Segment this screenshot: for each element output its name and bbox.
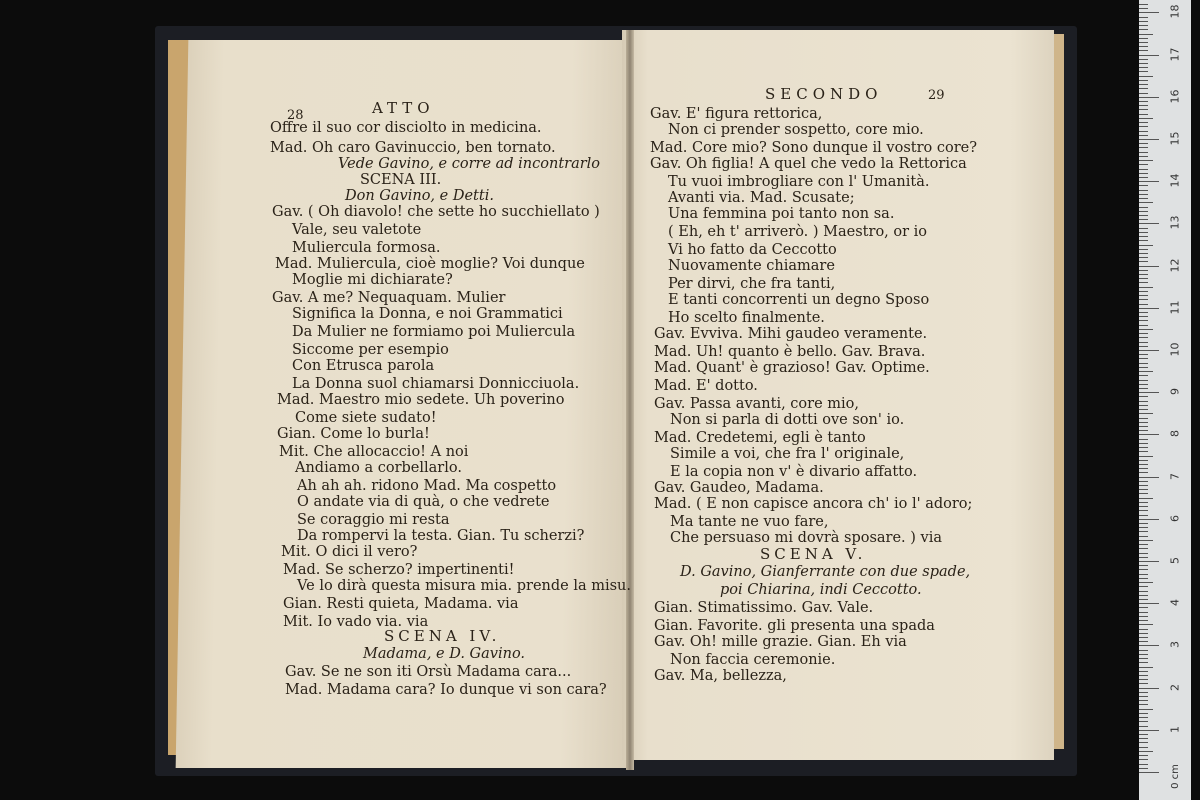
ruler-tick [1139, 8, 1148, 9]
ruler-tick [1139, 650, 1148, 651]
ruler-tick [1139, 464, 1148, 465]
ruler-tick [1139, 616, 1148, 617]
ruler-number: 12 [1168, 258, 1182, 273]
ruler-tick [1139, 88, 1148, 89]
left-page-line: Moglie mi dichiarate? [292, 272, 453, 288]
left-page-line: Andiamo a corbellarlo. [295, 460, 462, 476]
ruler-tick [1139, 190, 1148, 191]
ruler-number: 8 [1168, 430, 1182, 438]
ruler-tick [1139, 515, 1148, 516]
ruler-tick [1139, 164, 1148, 165]
ruler-tick [1139, 578, 1148, 579]
ruler-tick [1139, 641, 1148, 642]
ruler-tick [1139, 557, 1148, 558]
left-page-line: Ah ah ah. ridono Mad. Ma cospetto [297, 478, 557, 494]
ruler-tick [1139, 747, 1148, 748]
right-page-scene-heading: SCENA V. [760, 545, 867, 563]
ruler-tick [1139, 536, 1148, 537]
ruler-tick [1139, 350, 1159, 351]
ruler-tick [1139, 620, 1148, 621]
left-page-line: Mit. Io vado via. via [283, 614, 429, 630]
right-page-line: Gav. Oh! mille grazie. Gian. Eh via [654, 634, 907, 650]
ruler-number: 15 [1168, 131, 1182, 146]
left-page-line: Gav. A me? Nequaquam. Mulier [272, 290, 506, 306]
ruler-tick [1139, 527, 1148, 528]
ruler-tick [1139, 316, 1148, 317]
ruler-tick [1139, 304, 1148, 305]
ruler-tick [1139, 55, 1159, 56]
left-page-line: Vede Gavino, e corre ad incontrarlo [338, 156, 601, 172]
ruler-tick [1139, 426, 1148, 427]
ruler-tick [1139, 109, 1148, 110]
ruler-tick [1139, 257, 1148, 258]
ruler-tick [1139, 599, 1148, 600]
left-page-line: Mit. O dici il vero? [281, 544, 418, 560]
ruler-tick [1139, 413, 1153, 414]
ruler-number: 1 [1168, 725, 1182, 733]
ruler-tick [1139, 700, 1148, 701]
ruler-tick [1139, 177, 1148, 178]
ruler-tick [1139, 456, 1153, 457]
right-page-line: Ho scelto finalmente. [668, 310, 825, 326]
ruler-tick [1139, 586, 1148, 587]
ruler-tick [1139, 468, 1148, 469]
ruler-tick [1139, 422, 1148, 423]
ruler-tick [1139, 637, 1148, 638]
right-page-line: Ma tante ne vuo fare, [670, 514, 829, 530]
left-page-line: Madama, e D. Gavino. [363, 646, 526, 662]
ruler-tick [1139, 519, 1159, 520]
ruler-tick [1139, 173, 1148, 174]
ruler-tick [1139, 764, 1148, 765]
ruler-tick [1139, 645, 1159, 646]
ruler-tick [1139, 147, 1148, 148]
ruler-tick [1139, 561, 1159, 562]
ruler-number: 5 [1168, 557, 1182, 564]
left-page-line: Gav. Se ne son iti Orsù Madama cara... [285, 664, 572, 680]
ruler-tick [1139, 80, 1148, 81]
right-page-line: Gav. E' figura rettorica, [650, 106, 823, 122]
ruler-tick [1139, 333, 1148, 334]
ruler-tick [1139, 25, 1148, 26]
ruler-tick [1139, 202, 1153, 203]
ruler-tick [1139, 38, 1148, 39]
left-page-number: 28 [287, 108, 304, 123]
left-page-line: Mit. Che allocaccio! A noi [279, 444, 469, 460]
right-page-line: Gian. Stimatissimo. Gav. Vale. [654, 600, 874, 616]
left-page-line: Gav. ( Oh diavolo! che sette ho succhiellato ) [272, 204, 600, 220]
ruler-tick [1139, 392, 1159, 393]
left-page-line: Siccome per esempio [292, 342, 449, 358]
ruler-tick [1139, 122, 1148, 123]
ruler-tick [1139, 320, 1148, 321]
ruler-tick [1139, 502, 1148, 503]
ruler-tick [1139, 76, 1153, 77]
ruler-tick [1139, 755, 1148, 756]
ruler-tick [1139, 50, 1148, 51]
ruler-tick [1139, 553, 1148, 554]
right-page-line: ( Eh, eh t' arriverò. ) Maestro, or io [668, 224, 928, 240]
ruler-tick [1139, 485, 1148, 486]
ruler-tick [1139, 12, 1159, 13]
ruler-tick [1139, 363, 1148, 364]
right-page-line: Mad. Core mio? Sono dunque il vostro core? [650, 140, 978, 156]
ruler-tick [1139, 236, 1148, 237]
ruler-tick [1139, 396, 1148, 397]
ruler-tick [1139, 717, 1148, 718]
ruler-tick [1139, 565, 1148, 566]
right-page-line: Gian. Favorite. gli presenta una spada [654, 618, 935, 634]
ruler-tick [1139, 29, 1148, 30]
ruler-tick [1139, 742, 1148, 743]
ruler-tick [1139, 118, 1153, 119]
ruler-tick [1139, 371, 1153, 372]
right-page-line: D. Gavino, Gianferrante con due spade, [680, 564, 971, 580]
ruler-tick [1139, 185, 1148, 186]
ruler-tick [1139, 308, 1159, 309]
ruler-tick [1139, 270, 1148, 271]
ruler-tick [1139, 506, 1148, 507]
right-page-line: Mad. Uh! quanto è bello. Gav. Brava. [654, 344, 926, 360]
ruler-tick [1139, 667, 1153, 668]
ruler-number: 7 [1168, 472, 1182, 480]
ruler-number: 3 [1168, 641, 1182, 649]
ruler-tick [1139, 71, 1148, 72]
ruler-tick [1139, 721, 1148, 722]
ruler-tick [1139, 21, 1148, 22]
ruler-tick [1139, 278, 1148, 279]
ruler-tick [1139, 662, 1148, 663]
right-page-line: Mad. ( E non capisce ancora ch' io l' adoro; [654, 496, 973, 512]
right-page-line: Gav. Passa avanti, core mio, [654, 396, 860, 412]
ruler-tick [1139, 337, 1148, 338]
ruler-tick [1139, 472, 1148, 473]
ruler-number: 2 [1168, 683, 1182, 691]
left-page-line: Da Mulier ne formiamo poi Muliercula [292, 324, 576, 340]
ruler-tick [1139, 481, 1148, 482]
left-page-line: O andate via di quà, o che vedrete [297, 494, 550, 510]
ruler-tick [1139, 683, 1148, 684]
ruler-tick [1139, 282, 1148, 283]
ruler-tick [1139, 544, 1148, 545]
left-page-line: SCENA III. [360, 172, 442, 188]
ruler-tick [1139, 329, 1153, 330]
ruler-tick [1139, 380, 1148, 381]
ruler-number: 4 [1168, 599, 1182, 607]
ruler-tick [1139, 709, 1153, 710]
ruler-tick [1139, 607, 1148, 608]
right-page-line: Gav. Ma, bellezza, [654, 668, 787, 684]
ruler-tick [1139, 582, 1153, 583]
right-page-line: Non si parla di dotti ove son' io. [670, 412, 905, 428]
ruler-tick [1139, 253, 1148, 254]
ruler-tick [1139, 409, 1148, 410]
measurement-ruler [1139, 0, 1191, 800]
ruler-tick [1139, 126, 1148, 127]
ruler-tick [1139, 633, 1148, 634]
ruler-tick [1139, 114, 1148, 115]
ruler-unit-label: 0 cm [1169, 764, 1181, 789]
ruler-tick [1139, 101, 1148, 102]
ruler-tick [1139, 266, 1159, 267]
ruler-tick [1139, 312, 1148, 313]
right-page-line: Una femmina poi tanto non sa. [668, 206, 895, 222]
right-page-line: Gav. Gaudeo, Madama. [654, 480, 824, 496]
ruler-number: 17 [1168, 47, 1182, 62]
left-page-line: Come siete sudato! [295, 410, 437, 426]
right-page-number: 29 [928, 88, 945, 103]
right-page-line: Simile a voi, che fra l' originale, [670, 446, 905, 462]
ruler-number: 13 [1168, 215, 1182, 230]
ruler-tick [1139, 658, 1148, 659]
right-page-line: Gav. Evviva. Mihi gaudeo veramente. [654, 326, 928, 342]
left-page-line: Mad. Muliercula, cioè moglie? Voi dunque [275, 256, 585, 272]
ruler-tick [1139, 447, 1148, 448]
left-running-header: ATTO [372, 99, 435, 117]
ruler-tick [1139, 704, 1148, 705]
right-page-line: poi Chiarina, indi Ceccotto. [720, 582, 922, 598]
ruler-tick [1139, 223, 1159, 224]
left-page-line: Offre il suo cor disciolto in medicina. [270, 120, 542, 136]
ruler-tick [1139, 84, 1148, 85]
ruler-tick [1139, 261, 1148, 262]
ruler-tick [1139, 240, 1148, 241]
ruler-tick [1139, 169, 1148, 170]
ruler-tick [1139, 388, 1148, 389]
ruler-tick [1139, 439, 1148, 440]
right-page-line: Nuovamente chiamare [668, 258, 835, 274]
ruler-tick [1139, 59, 1148, 60]
right-page-line: Avanti via. Mad. Scusate; [668, 190, 855, 206]
ruler-tick [1139, 510, 1148, 511]
ruler-tick [1139, 219, 1148, 220]
ruler-tick [1139, 679, 1148, 680]
left-page-line: Gian. Come lo burla! [277, 426, 430, 442]
ruler-number: 14 [1168, 173, 1182, 188]
left-page-line: Mad. Madama cara? Io dunque vi son cara? [285, 682, 607, 698]
ruler-tick [1139, 17, 1148, 18]
left-page-line: Vale, seu valetote [292, 222, 422, 238]
ruler-tick [1139, 493, 1148, 494]
ruler-tick [1139, 569, 1148, 570]
ruler-tick [1139, 738, 1148, 739]
ruler-tick [1139, 42, 1148, 43]
ruler-tick [1139, 194, 1148, 195]
ruler-tick [1139, 612, 1148, 613]
right-page-line: Per dirvi, che fra tanti, [668, 276, 836, 292]
ruler-tick [1139, 232, 1148, 233]
ruler-tick [1139, 367, 1148, 368]
ruler-tick [1139, 160, 1153, 161]
ruler-tick [1139, 713, 1148, 714]
ruler-tick [1139, 358, 1148, 359]
right-page-line: E la copia non v' è divario affatto. [670, 464, 918, 480]
ruler-tick [1139, 523, 1148, 524]
ruler-tick [1139, 595, 1148, 596]
ruler-tick [1139, 730, 1159, 731]
ruler-number: 16 [1168, 89, 1182, 104]
left-page-line: Gian. Resti quieta, Madama. via [283, 596, 519, 612]
ruler-tick [1139, 451, 1148, 452]
right-page-line: Vi ho fatto da Ceccotto [668, 242, 837, 258]
ruler-tick [1139, 207, 1148, 208]
book-gutter [626, 30, 634, 770]
ruler-tick [1139, 93, 1148, 94]
ruler-tick [1139, 46, 1148, 47]
ruler-tick [1139, 143, 1148, 144]
ruler-tick [1139, 692, 1148, 693]
left-page-line: Se coraggio mi resta [297, 512, 450, 528]
right-page-line: Tu vuoi imbrogliare con l' Umanità. [668, 174, 930, 190]
ruler-number: 6 [1168, 514, 1182, 522]
ruler-tick [1139, 4, 1148, 5]
ruler-tick [1139, 734, 1148, 735]
right-page-line: Mad. Quant' è grazioso! Gav. Optime. [654, 360, 930, 376]
ruler-tick [1139, 105, 1148, 106]
ruler-tick [1139, 759, 1148, 760]
left-page-line: Muliercula formosa. [292, 240, 441, 256]
left-page-line: Ve lo dirà questa misura mia. prende la misu. [297, 578, 632, 594]
ruler-tick [1139, 181, 1159, 182]
ruler-number: 9 [1168, 388, 1182, 396]
left-page-line: Mad. Se scherzo? impertinenti! [283, 562, 515, 578]
ruler-tick [1139, 198, 1148, 199]
right-page-line: Mad. Credetemi, egli è tanto [654, 430, 866, 446]
left-page-line: Significa la Donna, e noi Grammatici [292, 306, 563, 322]
ruler-tick [1139, 325, 1148, 326]
ruler-tick [1139, 211, 1148, 212]
left-page-line: Da rompervi la testa. Gian. Tu scherzi? [297, 528, 585, 544]
right-page-line: E tanti concorrenti un degno Sposo [668, 292, 930, 308]
left-page-line: Mad. Maestro mio sedete. Uh poverino [277, 392, 565, 408]
ruler-tick [1139, 135, 1148, 136]
right-running-header: SECONDO [765, 85, 883, 103]
ruler-tick [1139, 215, 1148, 216]
left-page-line: Mad. Oh caro Gavinuccio, ben tornato. [270, 140, 556, 156]
left-page-line: Con Etrusca parola [292, 358, 435, 374]
ruler-tick [1139, 384, 1148, 385]
ruler-tick [1139, 675, 1148, 676]
ruler-tick [1139, 751, 1153, 752]
ruler-tick [1139, 430, 1148, 431]
right-page-line: Che persuaso mi dovrà sposare. ) via [670, 530, 943, 546]
left-page-scene-heading: SCENA IV. [384, 627, 501, 645]
ruler-tick [1139, 629, 1148, 630]
ruler-tick [1139, 97, 1159, 98]
ruler-tick [1139, 152, 1148, 153]
ruler-tick [1139, 131, 1148, 132]
ruler-tick [1139, 460, 1148, 461]
ruler-tick [1139, 342, 1148, 343]
ruler-number: 10 [1168, 342, 1182, 357]
ruler-tick [1139, 249, 1148, 250]
ruler-tick [1139, 688, 1159, 689]
ruler-tick [1139, 63, 1148, 64]
right-page-line: Mad. E' dotto. [654, 378, 758, 394]
ruler-tick [1139, 591, 1148, 592]
ruler-tick [1139, 287, 1153, 288]
left-page-line: La Donna suol chiamarsi Donnicciuola. [292, 376, 580, 392]
ruler-tick [1139, 67, 1148, 68]
ruler-tick [1139, 274, 1148, 275]
ruler-tick [1139, 434, 1159, 435]
ruler-tick [1139, 498, 1153, 499]
ruler-tick [1139, 671, 1148, 672]
left-page-line: Don Gavino, e Detti. [345, 188, 494, 204]
ruler-tick [1139, 443, 1148, 444]
ruler-tick [1139, 346, 1148, 347]
ruler-tick [1139, 291, 1148, 292]
right-page-line: Non faccia ceremonie. [670, 652, 836, 668]
ruler-tick [1139, 726, 1148, 727]
ruler-tick [1139, 156, 1148, 157]
ruler-tick [1139, 299, 1148, 300]
ruler-tick [1139, 228, 1148, 229]
ruler-tick [1139, 768, 1148, 769]
ruler-tick [1139, 295, 1148, 296]
ruler-tick [1139, 603, 1159, 604]
ruler-tick [1139, 477, 1159, 478]
ruler-tick [1139, 354, 1148, 355]
ruler-tick [1139, 696, 1148, 697]
ruler-tick [1139, 489, 1148, 490]
right-page-line: Gav. Oh figlia! A quel che vedo la Rettorica [650, 156, 967, 172]
ruler-number: 18 [1168, 4, 1182, 19]
ruler-number: 11 [1168, 300, 1182, 315]
ruler-tick [1139, 375, 1148, 376]
ruler-tick [1139, 540, 1153, 541]
ruler-tick [1139, 245, 1153, 246]
ruler-tick [1139, 772, 1159, 773]
ruler-tick [1139, 34, 1153, 35]
ruler-tick [1139, 574, 1148, 575]
ruler-tick [1139, 401, 1148, 402]
ruler-tick [1139, 624, 1153, 625]
ruler-tick [1139, 405, 1148, 406]
ruler-tick [1139, 139, 1159, 140]
ruler-tick [1139, 531, 1148, 532]
right-page-line: Non ci prender sospetto, core mio. [668, 122, 924, 138]
ruler-tick [1139, 654, 1148, 655]
ruler-tick [1139, 548, 1148, 549]
ruler-tick [1139, 418, 1148, 419]
